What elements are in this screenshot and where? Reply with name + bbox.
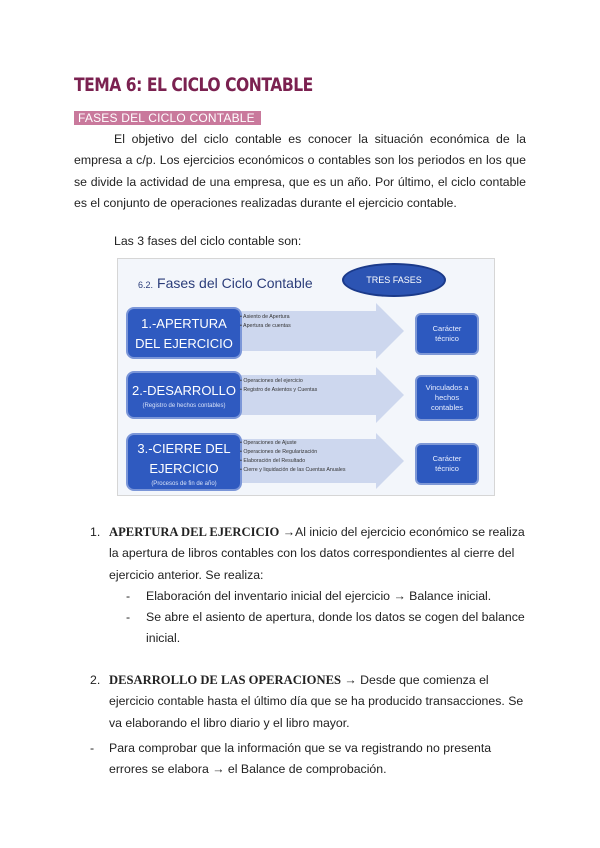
- phase-subtitle: (Registro de hechos contables): [142, 403, 226, 409]
- phase-bullet: • Cierre y liquidación de las Cuentas Anuales: [240, 466, 346, 475]
- sub-item-text: Elaboración del inventario inicial del ejercicio → Balance inicial.: [146, 589, 492, 603]
- phase-desarrollo: [126, 371, 242, 419]
- result-line: Carácter: [432, 454, 462, 463]
- phase-arrow-2: [226, 367, 404, 423]
- phase-bullet: • Apertura de cuentas: [240, 322, 291, 331]
- phase-result-1: [415, 313, 479, 355]
- phase-bullet: • Registro de Asientos y Cuentas: [240, 386, 317, 395]
- arrow-glyph: →: [344, 673, 357, 687]
- section-tag: FASES DEL CICLO CONTABLE: [74, 111, 261, 125]
- phase-bullet: • Asiento de Apertura: [240, 313, 291, 322]
- phase-bullets-1: [240, 313, 291, 331]
- result-line: hechos: [434, 393, 460, 402]
- list-text: Desde que comienza el ejercicio contable hasta el último día que se ha producido transacciones. Se va elaborando el libro diario y el libro mayor.: [109, 673, 524, 730]
- list-marker: 2.: [90, 673, 101, 687]
- list-heading: APERTURA DEL EJERCICIO: [109, 525, 280, 539]
- phase-result-3: [415, 443, 479, 485]
- phases-diagram: [117, 258, 495, 496]
- intro-paragraph: El objetivo del ciclo contable es conocer la situación económica de la empresa a c/p. Los ejercicios económicos o contables son los periodos en los que se divide la actividad de una empresa, que es un año. Por último, el ciclo contable es el conjunto de operaciones realizadas durante el ejercicio contable.: [74, 132, 526, 210]
- page-title: TEMA 6: EL CICLO CONTABLE: [74, 74, 313, 96]
- phase-title-line1: 2.-DESARROLLO: [131, 383, 237, 398]
- phase-subtitle: (Procesos de fin de año): [151, 481, 217, 487]
- phase-bullet: • Operaciones de Regularización: [240, 448, 346, 457]
- phase-result-2: [415, 375, 479, 421]
- phase-title-line2: DEL EJERCICIO: [135, 336, 233, 351]
- phase-cierre: [126, 433, 242, 491]
- phase-bullet: • Operaciones de Ajuste: [240, 439, 346, 448]
- phase-bullet: • Elaboración del Resultado: [240, 457, 346, 466]
- sub-item-inventario: [126, 586, 526, 607]
- diagram-number: 6.2.: [138, 280, 154, 290]
- phases-intro: Las 3 fases del ciclo contable son:: [114, 234, 302, 248]
- diagram-title: [138, 275, 313, 291]
- dash-marker: -: [126, 610, 131, 624]
- list-heading: DESARROLLO DE LAS OPERACIONES: [109, 673, 341, 687]
- dash-marker: -: [90, 741, 95, 755]
- phase-bullets-3: [240, 439, 346, 475]
- result-line: técnico: [435, 334, 459, 343]
- phase-arrow-1: [226, 303, 404, 359]
- tres-fases-badge: TRES FASES: [342, 263, 446, 297]
- phase-bullets-2: [240, 377, 317, 395]
- sub-item-asiento: [126, 607, 526, 650]
- result-line: contables: [430, 403, 464, 412]
- result-line: Carácter: [432, 324, 462, 333]
- phase-apertura: [126, 307, 242, 359]
- phase-title-line1: 1.-APERTURA: [141, 316, 227, 331]
- phase-title-line1: 3.-CIERRE DEL: [137, 441, 231, 456]
- list-marker: 1.: [90, 525, 101, 539]
- diagram-title-text: Fases del Ciclo Contable: [157, 275, 313, 291]
- result-line: Vinculados a: [425, 383, 469, 392]
- phase-title-line2: EJERCICIO: [149, 461, 219, 476]
- list-text: Al inicio del ejercicio económico se realiza la apertura de libros contables con los datos correspondientes al cierre del ejercicio anterior. Se realiza:: [109, 525, 525, 582]
- result-line: técnico: [435, 464, 459, 473]
- dash-item-balance: [90, 738, 530, 781]
- arrow-glyph: →: [282, 525, 296, 539]
- list-item-apertura: [90, 522, 530, 586]
- dash-item-text: Para comprobar que la información que se va registrando no presenta errores se elabora → el Balance de comprobación.: [109, 741, 492, 777]
- phase-bullet: • Operaciones del ejercicio: [240, 377, 317, 386]
- sub-item-text: Se abre el asiento de apertura, donde los datos se cogen del balance inicial.: [146, 610, 525, 646]
- dash-marker: -: [126, 589, 131, 603]
- list-item-desarrollo: [90, 670, 530, 734]
